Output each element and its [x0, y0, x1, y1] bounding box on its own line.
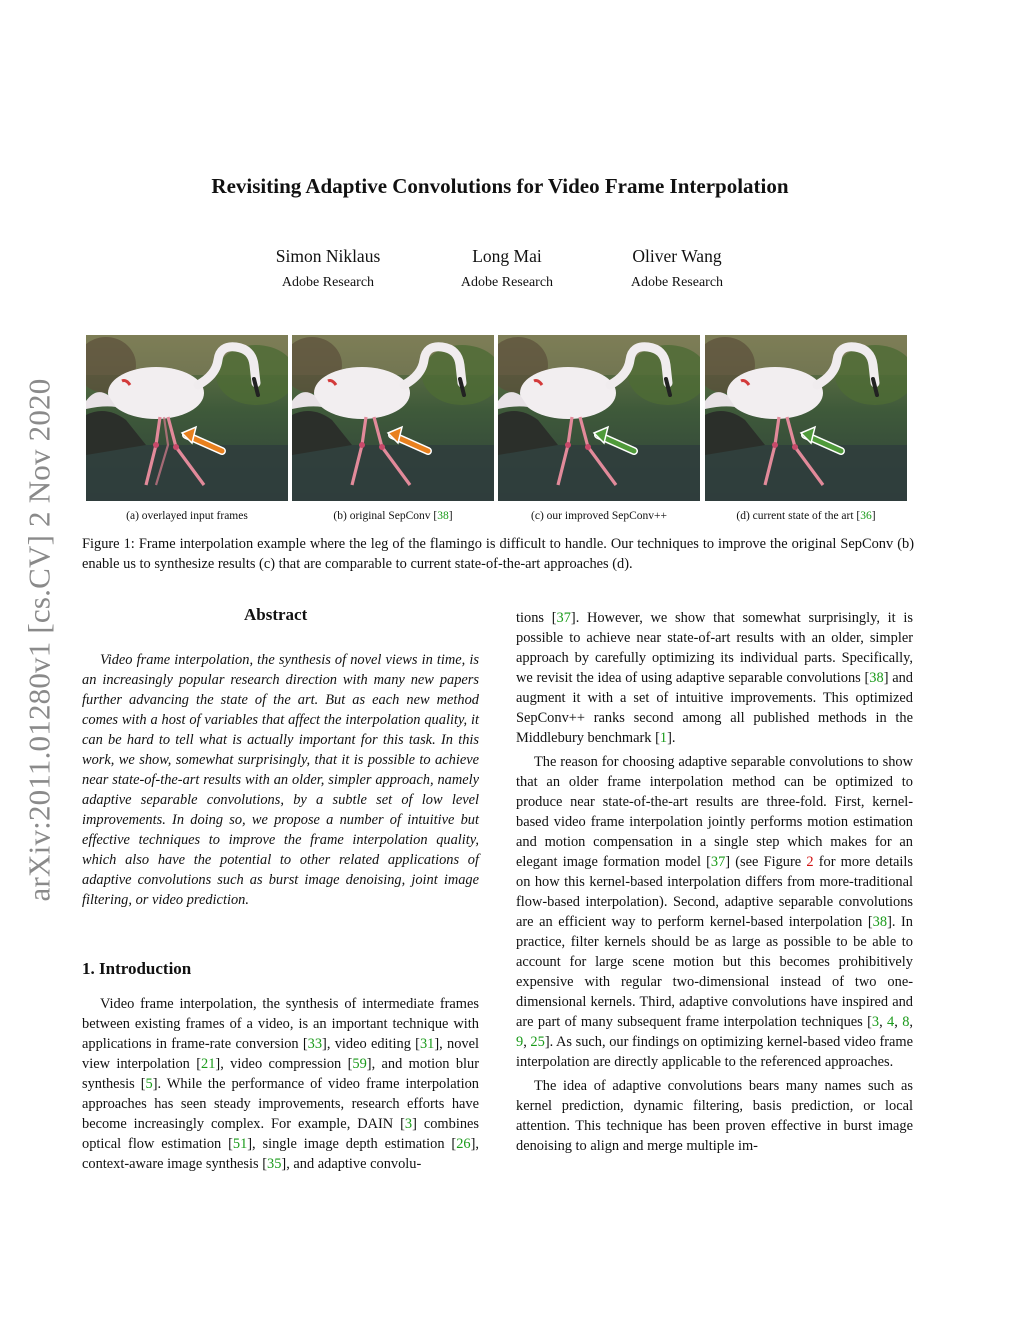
- subcaption-c: (c) our improved SepConv++: [531, 510, 667, 522]
- citation-link[interactable]: 26: [456, 1136, 471, 1152]
- abstract-text: Video frame interpolation, the synthesis of novel views in time, is an increasingly popular research direction with many new papers further advancing the state of the art. But as each new method comes with a host of variables that affect the interpolation quality, it can be hard to tell what is actually important for this task. In this work, we show, somewhat surprisingly, that it is possible to achieve near state-of-the-art results with an older, simpler approach, namely adaptive separable convolutions, by a subtle set of low level improvements. In doing so, we propose a number of intuitive but effective techniques to improve the frame interpolation quality, which also have the potential to other related applications of adaptive convolutions such as burst image denoising, joint image filtering, or video prediction.: [82, 652, 479, 908]
- paragraph: The idea of adaptive convolutions bears many names such as kernel prediction, dynamic filtering, basis prediction, or local attention. This technique has been proven effective in burst image denoising to align and merge multiple im-: [516, 1078, 913, 1154]
- author-block: [228, 246, 428, 291]
- subcaption-d: (d) current state of the art [36]: [736, 510, 876, 522]
- citation-link[interactable]: 1: [659, 730, 668, 746]
- citation-link[interactable]: 37: [556, 610, 571, 626]
- subcaption-b: (b) original SepConv [38]: [333, 510, 453, 522]
- citation-link[interactable]: 38: [869, 670, 884, 686]
- author-affiliation: Adobe Research: [630, 275, 724, 290]
- section-heading-introduction: 1. Introduction: [82, 959, 192, 978]
- author-name: Long Mai: [472, 246, 542, 266]
- citation-link[interactable]: 51: [232, 1136, 248, 1152]
- citation-link[interactable]: 25: [530, 1034, 545, 1050]
- flamingo-photo: [292, 335, 494, 501]
- citation-link[interactable]: 8: [902, 1014, 910, 1030]
- citation-link[interactable]: 3: [404, 1116, 413, 1132]
- citation-link[interactable]: 4: [887, 1014, 895, 1030]
- figure-panel-b: [292, 335, 494, 501]
- paragraph: The reason for choosing adaptive separable convolutions to show that an older frame interpolation method can be optimized to produce near state-of-the-art results are three-fold. First, kernel-based video frame interpolation jointly performs motion estimation and motion compensation in a single step which makes for an elegant image formation model [37] (see Figure 2 for more details on how this kernel-based interpolation differs from more-traditional flow-based interpolation). Second, adaptive separable convolutions are an efficient way to perform kernel-based interpolation [38]. In practice, filter kernels should be as large as possible to be able to account for large scene motion but this becomes prohibitively expensive with regular two-dimensional instead of two one-dimensional kernels. Third, adaptive convolutions have inspired and are part of many subsequent frame interpolation techniques [3, 4, 8, 9, 25]. As such, our findings on optimizing kernel-based video frame interpolation are directly applicable to the referenced approaches.: [516, 754, 914, 1070]
- author-name: Oliver Wang: [632, 246, 722, 266]
- flamingo-photo: [498, 335, 700, 501]
- figure-panel-c: [498, 335, 700, 501]
- citation-link[interactable]: 35: [267, 1156, 282, 1172]
- arxiv-id: arXiv:2011.01280v1 [cs.CV] 2 Nov 2020: [21, 378, 56, 902]
- abstract-body: [82, 650, 479, 910]
- author-affiliation: Adobe Research: [460, 275, 554, 290]
- author-name: Simon Niklaus: [275, 246, 381, 266]
- paper-title: Revisiting Adaptive Convolutions for Video Frame Interpolation: [211, 174, 789, 198]
- citation-link[interactable]: 37: [710, 854, 726, 870]
- citation-link[interactable]: 3: [871, 1014, 880, 1030]
- flamingo-photo: [705, 335, 907, 501]
- author-block: [577, 246, 777, 291]
- paragraph: tions [37]. However, we show that somewhat surprisingly, it is possible to achieve near state-of-art results with an older, simpler approach by carefully optimizing its individual parts. Specifically, we revisit the idea of using adaptive separable convolutions [38] and augment it with a set of intuitive improvements. This optimized SepConv++ ranks second among all published methods in the Middlebury benchmark [1].: [516, 610, 913, 746]
- citation-link[interactable]: 59: [352, 1056, 367, 1072]
- figure-caption: Figure 1: Frame interpolation example where the leg of the flamingo is difficult to handle. Our techniques to improve the original SepConv (b) enable us to synthesize results (c) that are comparable to current state-of-the-art approaches (d).: [82, 536, 914, 572]
- citation-link[interactable]: 38: [872, 914, 888, 930]
- figure-panel-d: [705, 335, 907, 501]
- citation-link[interactable]: 5: [145, 1076, 153, 1092]
- citation-link[interactable]: 36: [860, 510, 872, 522]
- citation-link[interactable]: 9: [516, 1034, 524, 1050]
- subcaption-a: (a) overlayed input frames: [126, 510, 248, 522]
- citation-link[interactable]: 38: [437, 510, 449, 522]
- right-column: [516, 608, 913, 1156]
- introduction-body: [82, 994, 479, 1174]
- paragraph: Video frame interpolation, the synthesis of intermediate frames between existing frames of a video, is an important technique with applications in frame-rate conversion [33], video editing [31], novel view interpolation [21], video compression [59], and motion blur synthesis [5]. While the performance of video frame interpolation approaches has seen steady improvements, research efforts have become increasingly complex. For example, DAIN [3] combines optical flow estimation [51], single image depth estimation [26], context-aware image synthesis [35], and adaptive convolu-: [82, 996, 480, 1172]
- figure-ref-link[interactable]: 2: [806, 854, 814, 870]
- author-affiliation: Adobe Research: [281, 275, 375, 290]
- arxiv-stamp: [8, 350, 70, 930]
- abstract-heading: Abstract: [244, 605, 308, 624]
- citation-link[interactable]: 33: [307, 1036, 323, 1052]
- citation-link[interactable]: 21: [201, 1056, 216, 1072]
- citation-link[interactable]: 31: [419, 1036, 435, 1052]
- flamingo-photo: [86, 335, 288, 501]
- figure-panel-a: [86, 335, 288, 501]
